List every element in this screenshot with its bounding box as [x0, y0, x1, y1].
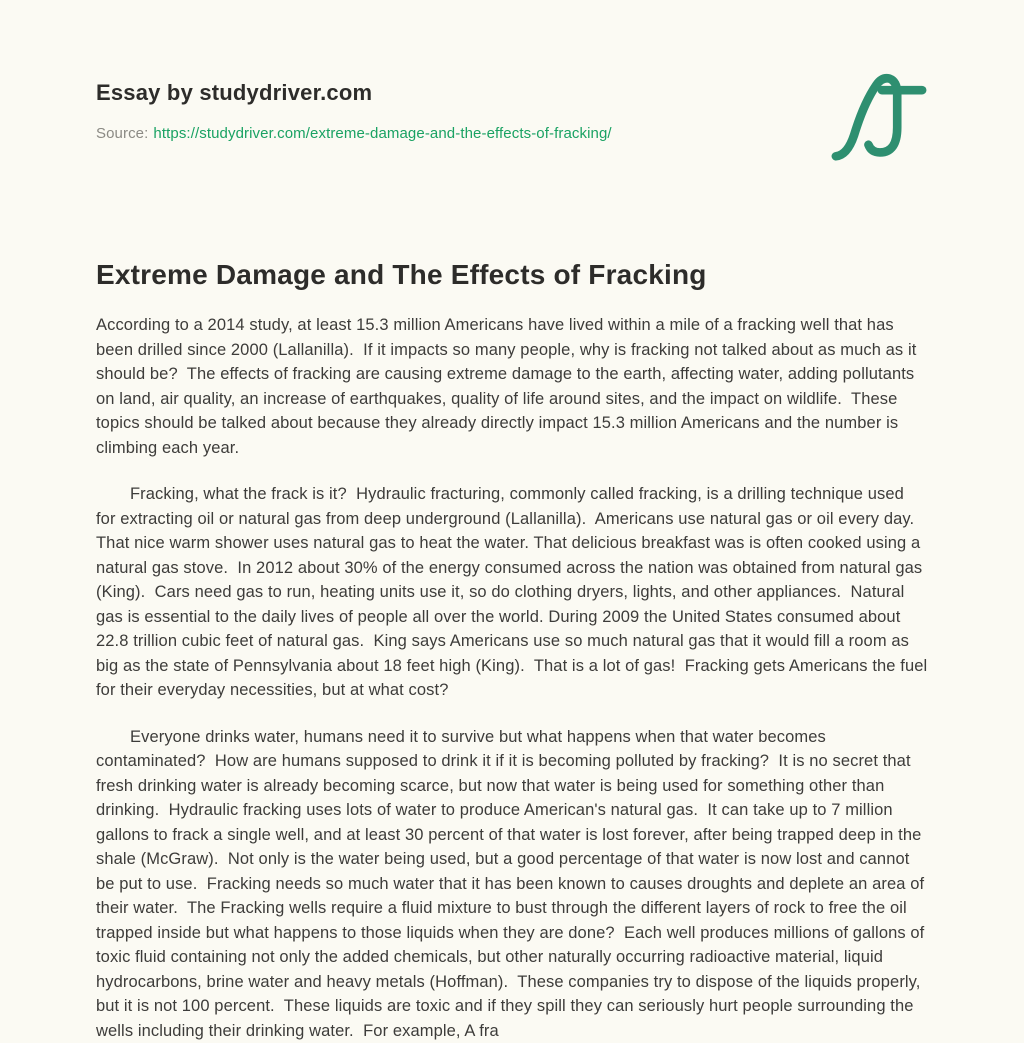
document-header: [96, 80, 928, 142]
paragraph: Fracking, what the frack is it? Hydraulic fracturing, commonly called fracking, is a drilling technique used for extracting oil or natural gas from deep underground (Lallanilla). Americans use natural gas or oil every day. That nice warm shower uses natural gas to heat the water. That delicious breakfast was is often cooked using a natural gas stove. In 2012 about 30% of the energy consumed across the nation was obtained from natural gas (King). Cars need gas to run, heating units use it, so do clothing dryers, lights, and other appliances. Natural gas is essential to the daily lives of people all over the world. During 2009 the United States consumed about 22.8 trillion cubic feet of natural gas. King says Americans use so much natural gas that it would fill a room as big as the state of Pennsylvania about 18 feet high (King). That is a lot of gas! Fracking gets Americans the fuel for their everyday necessities, but at what cost?: [96, 482, 928, 703]
paragraph: According to a 2014 study, at least 15.3 million Americans have lived within a mile of a fracking well that has been drilled since 2000 (Lallanilla). If it impacts so many people, why is fracking not talked about as much as it should be? The effects of fracking are causing extreme damage to the earth, affecting water, adding pollutants on land, air quality, an increase of earthquakes, quality of life around sites, and the impact on wildlife. These topics should be talked about because they already directly impact 15.3 million Americans and the number is climbing each year.: [96, 313, 928, 460]
essay-by-heading: Essay by studydriver.com: [96, 80, 928, 106]
source-line: [96, 125, 928, 142]
paragraph: Everyone drinks water, humans need it to survive but what happens when that water becomes contaminated? How are humans supposed to drink it if it is becoming polluted by fracking? It is no secret that fresh drinking water is already becoming scarce, but now that water is being used for something other than drinking. Hydraulic fracking uses lots of water to produce American's natural gas. It can take up to 7 million gallons to frack a single well, and at least 30 percent of that water is lost forever, after being trapped deep in the shale (McGraw). Not only is the water being used, but a good percentage of that water is now lost and cannot be put to use. Fracking needs so much water that it has been known to causes droughts and deplete an area of their water. The Fracking wells require a fluid mixture to bust through the different layers of rock to free the oil trapped inside but what happens to those liquids when they are done? Each well produces millions of gallons of toxic fluid containing not only the added chemicals, but other naturally occurring radioactive material, liquid hydrocarbons, brine water and heavy metals (Hoffman). These companies try to dispose of the liquids properly, but it is not 100 percent. These liquids are toxic and if they spill they can seriously hurt people surrounding the wells including their drinking water. For example, A fra: [96, 725, 928, 1043]
studydriver-logo-icon[interactable]: [826, 70, 932, 162]
source-label: Source:: [96, 125, 148, 142]
article-title: Extreme Damage and The Effects of Fracking: [96, 259, 928, 291]
source-link[interactable]: https://studydriver.com/extreme-damage-and-the-effects-of-fracking/: [153, 125, 611, 142]
